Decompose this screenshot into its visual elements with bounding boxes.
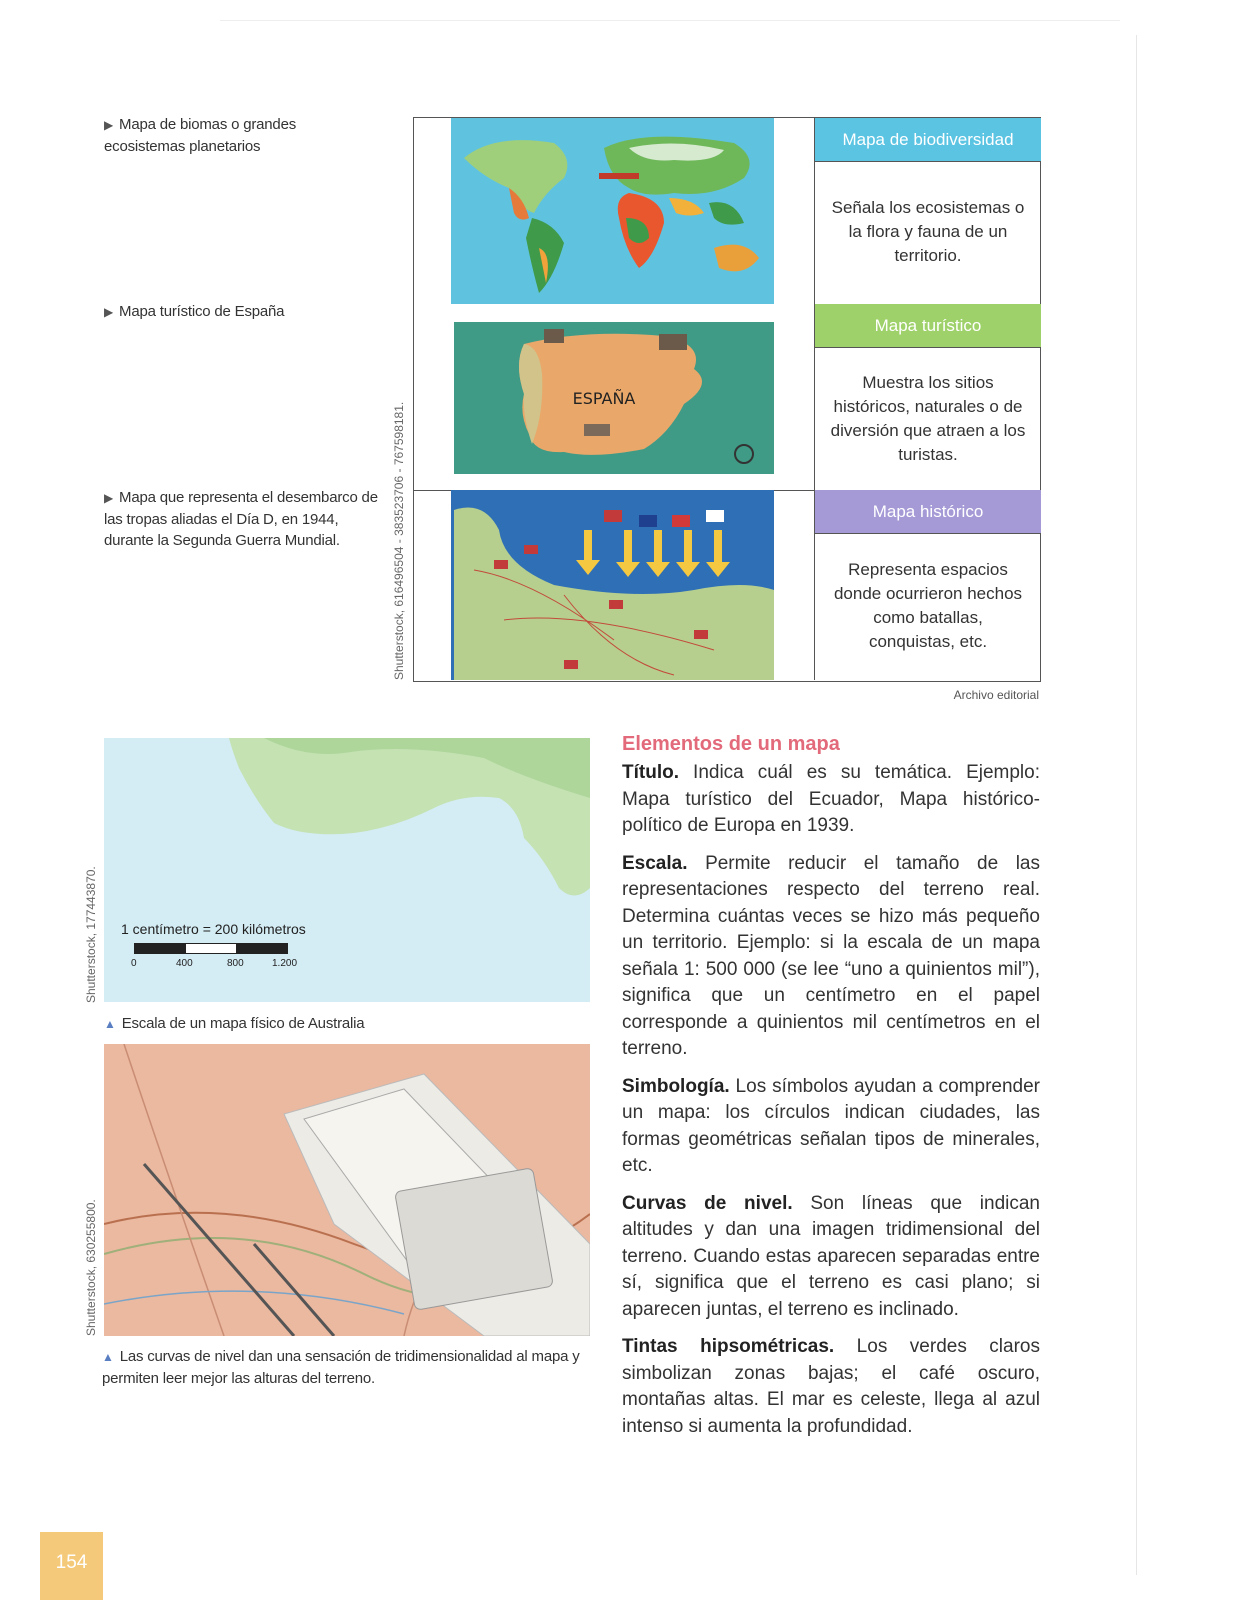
element-title-paragraph: Título. Indica cuál es su temática. Ejemplo: Mapa turístico del Ecuador, Mapa histórico-político de Europa en 1939. — [622, 762, 1040, 836]
historic-desc: Representa espacios donde ocurrieron hechos como batallas, conquistas, etc. — [833, 560, 1023, 651]
scale-bar — [134, 943, 288, 954]
photo-credit-top: Shutterstock, 616496504 - 383523706 - 767598181. — [392, 401, 406, 680]
biodiversity-title: Mapa de biodiversidad — [815, 118, 1041, 162]
australia-map — [104, 738, 590, 1002]
contour-map-photo — [104, 1044, 590, 1336]
historic-title: Mapa histórico — [815, 490, 1041, 534]
archive-credit: Archivo editorial — [953, 688, 1039, 702]
tourist-cell — [814, 304, 1041, 491]
contour-ruler-image — [104, 1044, 590, 1336]
caption-biomes: ▶ Mapa de biomas o grandes ecosistemas planetarios — [104, 116, 297, 155]
caption-tourist: ▶ Mapa turístico de España — [104, 303, 285, 320]
spain-label: ESPAÑA — [572, 389, 636, 408]
world-biome-map — [414, 118, 814, 304]
triangle-up-icon: ▲ — [104, 1017, 116, 1031]
element-hypsometric-paragraph: Tintas hipsométricas. Los verdes claros simbolizan zonas bajas; el café oscuro, montañas altas. El mar es celeste, llega al azul intenso si aumenta la profundidad. — [622, 1336, 1040, 1437]
dday-map-image — [414, 490, 814, 680]
scale-label: 1 centímetro = 200 kilómetros — [121, 921, 306, 937]
spain-tourist-map — [414, 304, 814, 490]
elements-section — [622, 733, 1040, 1451]
scale-tick-800: 800 — [227, 958, 244, 969]
triangle-right-icon: ▶ — [104, 118, 114, 132]
scale-tick-0: 0 — [131, 958, 137, 969]
element-contours-paragraph: Curvas de nivel. Son líneas que indican altitudes y dan una imagen tridimensional del terreno. Cuando estas aparecen separadas entre sí, significa que el terreno es casi plano; si aparecen juntas, el terreno es inclinado. — [622, 1192, 1040, 1320]
photo-credit-contours: Shutterstock, 630255800. — [84, 1199, 98, 1336]
page-number: 154 — [55, 1552, 88, 1573]
map-types-table — [413, 117, 1041, 682]
biodiversity-cell — [814, 118, 1041, 305]
scale-tick-1200: 1.200 — [272, 958, 298, 969]
tourist-title: Mapa turístico — [815, 304, 1041, 348]
tourist-map-image — [414, 304, 814, 491]
page-edge-top — [220, 20, 1120, 21]
normandy-dday-map — [414, 490, 814, 680]
page-number-tab — [40, 1532, 103, 1600]
caption-australia: ▲ Escala de un mapa físico de Australia — [104, 1015, 365, 1032]
biome-map-image — [414, 118, 814, 305]
page-edge-right — [1136, 35, 1137, 1575]
tourist-desc: Muestra los sitios históricos, naturales o de diversión que atraen a los turistas. — [830, 373, 1026, 464]
biodiversity-desc: Señala los ecosistemas o la flora y fauna de un territorio. — [831, 198, 1025, 265]
photo-credit-australia: Shutterstock, 177443870. — [84, 866, 98, 1003]
element-scale-paragraph: Escala. Permite reducir el tamaño de las representaciones respecto del terreno real. Determina cuántas veces se hizo más pequeño un territorio. Ejemplo: si la escala de un mapa señala 1: 500 000 (se lee “uno a quinientos mil”), significa que un centímetro en el papel corresponde a quinientos mil centímetros en el terreno. — [622, 852, 1040, 1059]
element-symbology-paragraph: Simbología. Los símbolos ayudan a comprender un mapa: los círculos indican ciudades, las formas geométricas señalan tipos de minerales, etc. — [622, 1075, 1040, 1176]
caption-dday: ▶ Mapa que representa el desembarco de las tropas aliadas el Día D, en 1944, durante la Segunda Guerra Mundial. — [104, 489, 378, 549]
triangle-up-icon: ▲ — [102, 1350, 114, 1364]
triangle-right-icon: ▶ — [104, 305, 114, 319]
scale-tick-400: 400 — [176, 958, 193, 969]
historic-cell — [814, 490, 1041, 680]
section-title: Elementos de un mapa — [622, 733, 840, 755]
triangle-right-icon: ▶ — [104, 491, 114, 505]
caption-contours: ▲ Las curvas de nivel dan una sensación de tridimensionalidad al mapa y permiten leer mejor las alturas del terreno. — [102, 1348, 580, 1387]
